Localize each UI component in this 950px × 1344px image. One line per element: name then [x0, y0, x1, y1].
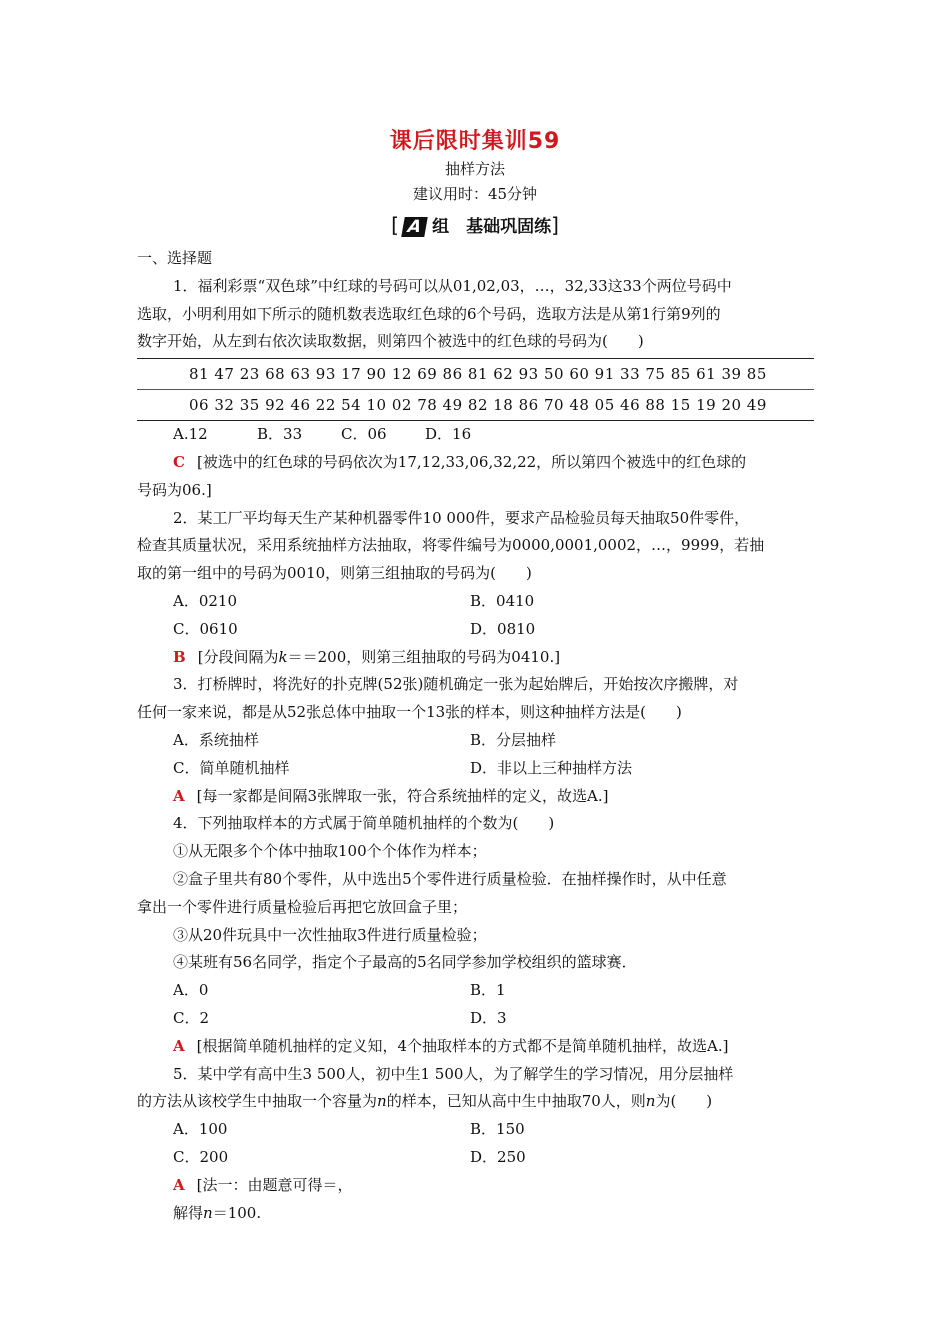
- q2-options-row-2: [137, 616, 814, 644]
- q1-line-2: 选取，小明利用如下所示的随机数表选取红色球的6个号码，选取方法是从第1行第9列的: [137, 304, 721, 323]
- q4-item-4: ④某班有56名同学，指定个子最高的5名同学参加学校组织的篮球赛．: [173, 953, 637, 972]
- q5-option-d: D．250: [470, 1147, 526, 1166]
- q1-explanation: C [被选中的红色球的号码依次为17,12,33,06,32,22，所以第四个被选中的红色球的: [173, 452, 747, 471]
- q3-options-row-2: [137, 755, 814, 783]
- q2-answer: B: [173, 647, 186, 666]
- q3-option-b: B．分层抽样: [470, 730, 557, 749]
- q2-explanation: B [分段间隔为k＝＝200，则第三组抽取的号码为0410.]: [173, 647, 561, 666]
- q4-item-2: ②盒子里共有80个零件，从中选出5个零件进行质量检验．在抽样操作时，从中任意: [173, 869, 727, 888]
- page-subtitle: 抽样方法: [444, 160, 505, 178]
- q5-solve: 解得n＝100.: [173, 1203, 262, 1222]
- q1-option-c: C．06: [341, 425, 387, 444]
- q2-option-a: A．0210: [173, 591, 238, 610]
- q3-option-d: D．非以上三种抽样方法: [470, 758, 633, 777]
- random-table-row-1: 81 47 23 68 63 93 17 90 12 69 86 81 62 93 50 60 91 33 75 85 61 39 85: [189, 365, 767, 384]
- q5-options-row-2: [137, 1144, 814, 1172]
- suggested-time: 建议用时：45分钟: [412, 185, 538, 203]
- group-letter-badge: A: [401, 217, 428, 237]
- q4-option-d: D．3: [470, 1008, 507, 1027]
- q3-option-c: C．简单随机抽样: [173, 758, 290, 777]
- q1-option-d: D．16: [425, 425, 472, 444]
- q1-line-3: 数字开始，从左到右依次读取数据，则第四个被选中的红色球的号码为( ): [137, 332, 644, 351]
- q2-line-1: 2．某工厂平均每天生产某种机器零件10 000件，要求产品检验员每天抽取50件零件，: [173, 508, 750, 527]
- q1-line-1: 1．福利彩票“双色球”中红球的号码可以从01,02,03，…，32,33这33个两位号码中: [173, 276, 732, 295]
- q1-option-b: B．33: [257, 425, 303, 444]
- section-heading: 一、选择题: [137, 249, 213, 267]
- q2-option-b: B．0410: [470, 591, 535, 610]
- random-number-table: [137, 358, 814, 421]
- q2-option-c: C．0610: [173, 619, 238, 638]
- q5-options-row-1: [137, 1116, 814, 1144]
- random-table-row-2: 06 32 35 92 46 22 54 10 02 78 49 82 18 86 70 48 05 46 88 15 19 20 49: [137, 389, 814, 420]
- q2-options-row-1: [137, 588, 814, 616]
- q3-explanation: A [每一家都是间隔3张牌取一张，符合系统抽样的定义，故选A.]: [173, 786, 609, 805]
- q1-explanation-cont: 号码为06.]: [137, 480, 212, 499]
- q5-explanation: A [法一：由题意可得＝，: [173, 1175, 353, 1194]
- q4-option-b: B．1: [470, 981, 506, 1000]
- q4-item-3: ③从20件玩具中一次性抽取3件进行质量检验；: [173, 925, 487, 944]
- q4-answer: A: [173, 1036, 185, 1055]
- q1-option-a: A.12: [173, 425, 208, 444]
- q5-option-a: A．100: [173, 1120, 228, 1139]
- q4-stem: 4．下列抽取样本的方式属于简单随机抽样的个数为( ): [173, 814, 555, 833]
- q4-option-a: A．0: [173, 981, 209, 1000]
- q3-option-a: A．系统抽样: [173, 730, 259, 749]
- page-title: 课后限时集训59: [389, 129, 561, 154]
- q1-options: [137, 421, 814, 449]
- q5-option-b: B．150: [470, 1120, 525, 1139]
- q3-options-row-1: [137, 727, 814, 755]
- q2-line-2: 检查其质量状况，采用系统抽样方法抽取，将零件编号为0000,0001,0002，…，9999，若抽: [137, 536, 765, 555]
- document-body: [137, 245, 814, 1227]
- group-label: 组 基础巩固练: [432, 217, 552, 237]
- q5-option-c: C．200: [173, 1147, 229, 1166]
- q4-option-c: C．2: [173, 1008, 210, 1027]
- q3-answer: A: [173, 786, 185, 805]
- right-bracket: ]: [551, 213, 559, 237]
- q4-item-2-cont: 拿出一个零件进行质量检验后再把它放回盒子里；: [137, 897, 468, 916]
- q5-line-1: 5．某中学有高中生3 500人，初中生1 500人，为了解学生的学习情况，用分层抽样: [173, 1064, 734, 1083]
- q4-options-row-1: [137, 977, 814, 1005]
- q5-answer: A: [173, 1175, 185, 1194]
- q4-item-1: ①从无限多个个体中抽取100个个体作为样本；: [173, 842, 487, 861]
- group-heading: [0, 212, 950, 237]
- q3-line-1: 3．打桥牌时，将洗好的扑克牌(52张)随机确定一张为起始牌后，开始按次序搬牌，对: [173, 675, 739, 694]
- q3-line-2: 任何一家来说，都是从52张总体中抽取一个13张的样本，则这种抽样方法是( ): [137, 703, 682, 722]
- q2-line-3: 取的第一组中的号码为0010，则第三组抽取的号码为( ): [137, 564, 532, 583]
- q5-line-2: 的方法从该校学生中抽取一个容量为n的样本，已知从高中生中抽取70人，则n为( ): [137, 1092, 713, 1111]
- q2-option-d: D．0810: [470, 619, 536, 638]
- q4-explanation: A [根据简单随机抽样的定义知，4个抽取样本的方式都不是简单随机抽样，故选A.]: [173, 1036, 729, 1055]
- left-bracket: [: [391, 213, 399, 237]
- q4-options-row-2: [137, 1005, 814, 1033]
- q1-answer: C: [173, 452, 185, 471]
